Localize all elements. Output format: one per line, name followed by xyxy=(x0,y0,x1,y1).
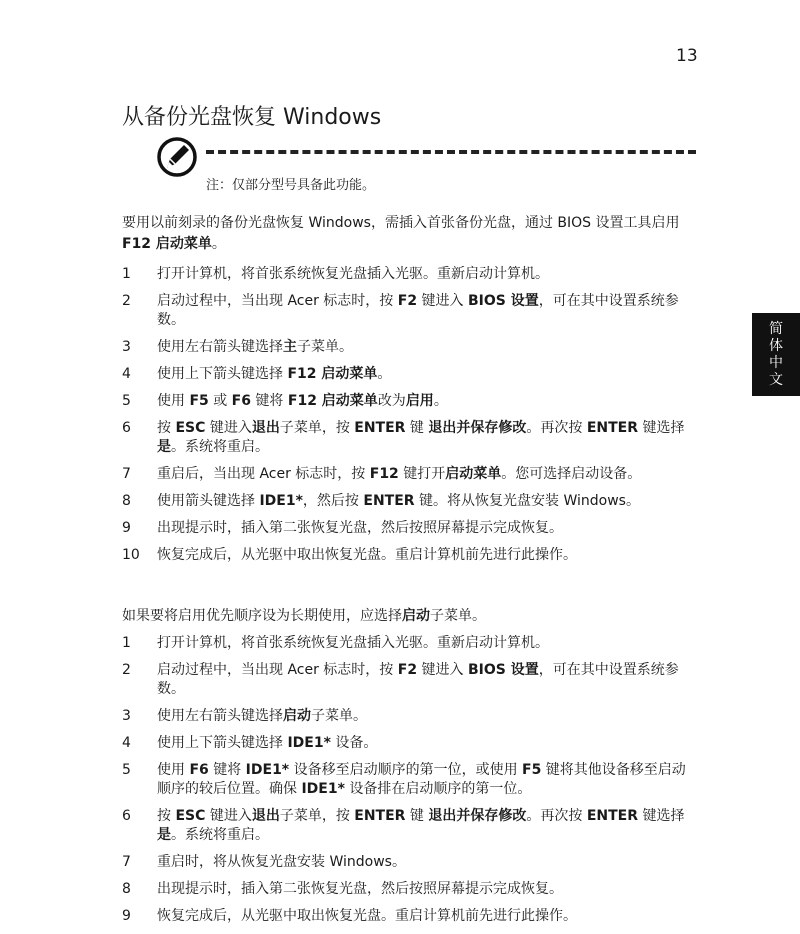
step-text-run: 重启后，当出现 Acer 标志时，按 xyxy=(157,466,370,482)
step-text-run: 出现提示时，插入第二张恢复光盘，然后按照屏幕提示完成恢复。 xyxy=(157,520,563,536)
step-text-bold: 是 xyxy=(157,827,171,843)
step-text-run: 按 xyxy=(157,808,176,824)
list-item xyxy=(122,807,698,845)
step-text-run: 使用 xyxy=(157,393,190,409)
step-text-bold: F5 xyxy=(189,393,209,409)
step-text-bold: F12 xyxy=(369,466,399,482)
intro-bold-text: 启动 xyxy=(402,608,430,624)
list-item xyxy=(122,492,698,511)
intro-text: 。 xyxy=(211,236,226,252)
step-text-run: 重启时，将从恢复光盘安装 Windows。 xyxy=(157,854,406,870)
step-text-bold: ESC xyxy=(175,808,206,824)
step-number: 4 xyxy=(122,735,131,751)
list-item xyxy=(122,338,698,357)
step-text-bold: ENTER xyxy=(586,808,639,824)
step-text-bold: ENTER xyxy=(354,808,406,824)
step-text-run: 。系统将重启。 xyxy=(171,439,269,455)
step-text-run: 恢复完成后，从光驱中取出恢复光盘。重启计算机前先进行此操作。 xyxy=(157,908,577,924)
step-text-run: 设备移至启动顺序的第一位，或使用 xyxy=(289,762,523,778)
step-text xyxy=(157,907,698,926)
side-tab-char: 体 xyxy=(769,337,783,354)
step-text-bold: 启动菜单 xyxy=(445,466,502,482)
step-text-run: 打开计算机，将首张系统恢复光盘插入光驱。重新启动计算机。 xyxy=(157,635,549,651)
step-text-bold: IDE1* xyxy=(245,762,290,778)
step-number: 5 xyxy=(122,393,131,409)
step-text-run: 。 xyxy=(377,366,392,382)
step-text-run: 。 xyxy=(433,393,448,409)
list-item xyxy=(122,734,698,753)
step-text-run: 设备排在启动顺序的第一位。 xyxy=(344,781,532,797)
step-text xyxy=(157,492,698,511)
step-text-run: 使用上下箭头键选择 xyxy=(157,366,288,382)
list-item xyxy=(122,634,698,653)
step-number: 5 xyxy=(122,762,131,778)
step-text-run: 子菜单。 xyxy=(311,708,367,724)
step-text-bold: F6 xyxy=(189,762,209,778)
list-item xyxy=(122,519,698,538)
side-tab-char: 中 xyxy=(769,354,783,371)
step-text-run: 使用箭头键选择 xyxy=(157,493,260,509)
step-text-bold: BIOS 设置 xyxy=(467,662,539,678)
step-text xyxy=(157,734,698,753)
section2-intro xyxy=(122,606,694,627)
step-text-run: 键进入 xyxy=(417,662,468,678)
step-text-run: 子菜单，按 xyxy=(279,808,355,824)
section2-steps xyxy=(122,634,698,934)
list-item xyxy=(122,546,698,565)
step-number: 8 xyxy=(122,881,131,897)
step-text-bold: ESC xyxy=(175,420,206,436)
step-text-run: 恢复完成后，从光驱中取出恢复光盘。重启计算机前先进行此操作。 xyxy=(157,547,577,563)
list-item xyxy=(122,292,698,330)
step-text xyxy=(157,338,698,357)
side-tab-char: 简 xyxy=(769,320,783,337)
step-text-run: 键进入 xyxy=(205,420,252,436)
page-title: 从备份光盘恢复 Windows xyxy=(122,105,382,130)
step-text-run: 启动过程中，当出现 Acer 标志时，按 xyxy=(157,293,398,309)
list-item xyxy=(122,880,698,899)
step-text-run: 按 xyxy=(157,420,176,436)
step-text-bold: 启动 xyxy=(283,708,311,724)
step-text-bold: F2 xyxy=(397,293,418,309)
step-text-bold: F12 启动菜单 xyxy=(287,366,378,382)
step-text-run: 。系统将重启。 xyxy=(171,827,269,843)
section1-steps xyxy=(122,265,698,573)
step-number: 3 xyxy=(122,708,131,724)
step-text-bold: 退出并保存修改 xyxy=(428,808,527,824)
step-number: 8 xyxy=(122,493,131,509)
intro-text: 子菜单。 xyxy=(430,608,486,624)
step-text-run: ，可在其中设置系统参数。 xyxy=(157,293,679,328)
step-text-run: ，然后按 xyxy=(302,493,364,509)
step-text xyxy=(157,807,698,845)
step-text-run: 启动过程中，当出现 Acer 标志时，按 xyxy=(157,662,398,678)
step-text-run: 设备。 xyxy=(330,735,378,751)
step-text xyxy=(157,880,698,899)
list-item xyxy=(122,907,698,926)
step-number: 6 xyxy=(122,420,131,436)
step-number: 9 xyxy=(122,908,131,924)
step-text xyxy=(157,265,698,284)
step-number: 1 xyxy=(122,266,131,282)
step-text-run: 改为 xyxy=(377,393,406,409)
step-text-bold: 主 xyxy=(283,339,297,355)
step-text xyxy=(157,761,698,799)
pencil-note-icon xyxy=(155,135,199,179)
step-number: 7 xyxy=(122,854,131,870)
step-text xyxy=(157,392,698,411)
step-text-run: 。再次按 xyxy=(526,420,587,436)
step-text-run: 打开计算机，将首张系统恢复光盘插入光驱。重新启动计算机。 xyxy=(157,266,549,282)
step-text-bold: ENTER xyxy=(354,420,406,436)
list-item xyxy=(122,707,698,726)
step-text-bold: 退出 xyxy=(251,420,280,436)
step-text-bold: F6 xyxy=(231,393,251,409)
step-text-run: 键进入 xyxy=(417,293,468,309)
step-text-run: 键将 xyxy=(250,393,288,409)
step-text-run: 使用上下箭头键选择 xyxy=(157,735,288,751)
step-text-bold: IDE1* xyxy=(259,493,303,509)
step-text-run: ，可在其中设置系统参数。 xyxy=(157,662,679,697)
list-item xyxy=(122,465,698,484)
step-text xyxy=(157,853,698,872)
step-text xyxy=(157,519,698,538)
intro-text: 如果要将启用优先顺序设为长期使用，应选择 xyxy=(122,608,402,624)
step-number: 7 xyxy=(122,466,131,482)
step-text xyxy=(157,465,698,484)
step-number: 9 xyxy=(122,520,131,536)
step-text-bold: F12 启动菜单 xyxy=(287,393,378,409)
step-number: 3 xyxy=(122,339,131,355)
step-text-bold: 退出 xyxy=(251,808,280,824)
step-text-run: 子菜单。 xyxy=(297,339,353,355)
step-text-run: 键 xyxy=(405,420,429,436)
side-tab-char: 文 xyxy=(769,371,783,388)
list-item xyxy=(122,661,698,699)
step-text xyxy=(157,634,698,653)
list-item xyxy=(122,419,698,457)
step-text-run: 。您可选择启动设备。 xyxy=(501,466,642,482)
step-text-bold: 启用 xyxy=(405,393,434,409)
step-number: 1 xyxy=(122,635,131,651)
step-text-run: 键进入 xyxy=(205,808,252,824)
list-item xyxy=(122,365,698,384)
step-text-run: 出现提示时，插入第二张恢复光盘，然后按照屏幕提示完成恢复。 xyxy=(157,881,563,897)
step-text-run: 。再次按 xyxy=(526,808,587,824)
note-text: 注：仅部分型号具备此功能。 xyxy=(206,178,376,193)
step-text-bold: 退出并保存修改 xyxy=(428,420,527,436)
step-number: 2 xyxy=(122,293,131,309)
intro-bold-text: F12 启动菜单 xyxy=(122,236,212,252)
step-text-run: 使用左右箭头键选择 xyxy=(157,708,283,724)
intro-text: 要用以前刻录的备份光盘恢复 Windows，需插入首张备份光盘，通过 BIOS 设置工具启用 xyxy=(122,215,680,231)
step-text xyxy=(157,292,698,330)
list-item xyxy=(122,853,698,872)
step-text xyxy=(157,365,698,384)
step-text-bold: IDE1* xyxy=(287,735,331,751)
step-text-bold: 是 xyxy=(157,439,171,455)
step-text-bold: BIOS 设置 xyxy=(467,293,539,309)
step-number: 6 xyxy=(122,808,131,824)
step-text-bold: ENTER xyxy=(363,493,415,509)
step-text-bold: F5 xyxy=(522,762,542,778)
step-text-run: 键将 xyxy=(208,762,246,778)
step-text-run: 键 xyxy=(405,808,429,824)
language-side-tab xyxy=(752,313,800,396)
step-text-run: 键选择 xyxy=(638,808,685,824)
step-text-run: 键选择 xyxy=(638,420,685,436)
step-text-run: 键打开 xyxy=(398,466,446,482)
list-item xyxy=(122,265,698,284)
step-text xyxy=(157,419,698,457)
step-number: 2 xyxy=(122,662,131,678)
step-text-run: 或 xyxy=(208,393,232,409)
step-text-bold: IDE1* xyxy=(301,781,345,797)
step-text-bold: F2 xyxy=(397,662,418,678)
step-number: 10 xyxy=(122,547,140,563)
list-item xyxy=(122,761,698,799)
step-text-run: 子菜单，按 xyxy=(279,420,355,436)
step-number: 4 xyxy=(122,366,131,382)
page-number: 13 xyxy=(676,46,698,66)
step-text-run: 使用 xyxy=(157,762,190,778)
step-text xyxy=(157,546,698,565)
step-text xyxy=(157,707,698,726)
section1-intro xyxy=(122,213,694,255)
step-text xyxy=(157,661,698,699)
step-text-run: 键将其他设备移至启动顺序的较后位置。确保 xyxy=(157,762,686,797)
list-item xyxy=(122,392,698,411)
step-text-run: 使用左右箭头键选择 xyxy=(157,339,283,355)
step-text-run: 键。将从恢复光盘安装 Windows。 xyxy=(414,493,640,509)
step-text-bold: ENTER xyxy=(586,420,639,436)
note-divider xyxy=(206,150,696,154)
